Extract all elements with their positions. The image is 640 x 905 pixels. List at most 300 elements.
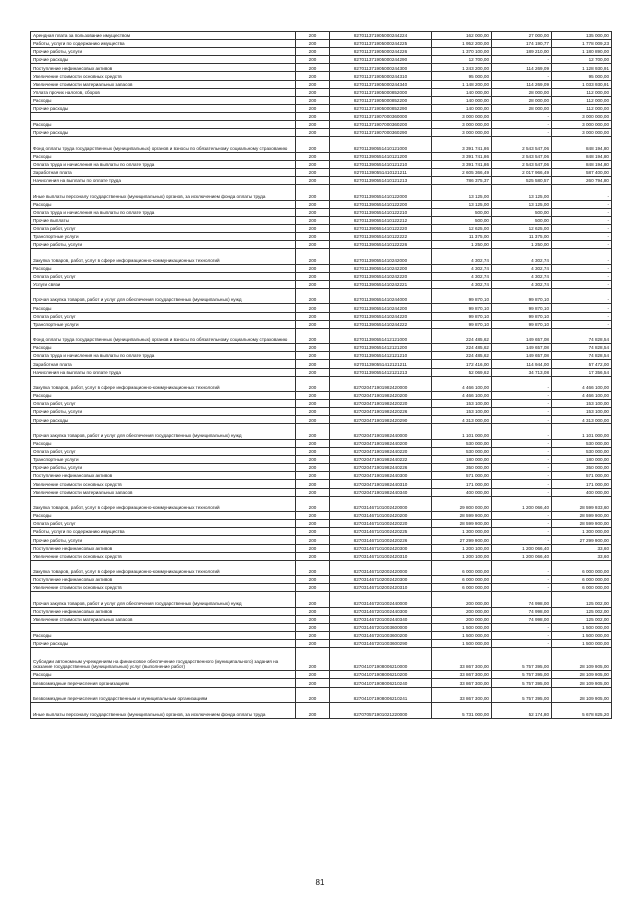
- row-remainder-cell: 28 599 933,60: [552, 496, 612, 512]
- row-executed-cell: 1 250,00: [492, 241, 552, 249]
- row-name-cell: Безвозмездные перечисления государственным и муниципальным организациям: [31, 687, 296, 703]
- row-remainder-cell: 6 000 000,00: [552, 584, 612, 592]
- row-remainder-cell: 1 500 000,00: [552, 632, 612, 640]
- row-kbk-cell: 827031467102002420000: [330, 560, 432, 576]
- row-code-cell: 200: [296, 624, 330, 632]
- table-row: [31, 320, 612, 328]
- row-code-cell: 200: [296, 168, 330, 176]
- row-name-cell: Иные выплаты персоналу государственных (муниципальных) органов, за исключением фонда оплаты труда: [31, 703, 296, 719]
- row-kbk-cell: 827011371905000244300: [330, 64, 432, 72]
- row-approved-cell: 1 500 000,00: [432, 632, 492, 640]
- row-executed-cell: 174 190,77: [492, 40, 552, 48]
- row-kbk-cell: 827031467201003600200: [330, 632, 432, 640]
- row-kbk-cell: 827020471901982440222: [330, 456, 432, 464]
- row-approved-cell: 4 302,74: [432, 280, 492, 288]
- row-name-cell: Прочие работы, услуги: [31, 408, 296, 416]
- row-kbk-cell: 827020471901982440226: [330, 464, 432, 472]
- row-approved-cell: 1 500 000,00: [432, 624, 492, 632]
- row-approved-cell: 1 148 200,00: [432, 80, 492, 88]
- row-code-cell: 200: [296, 439, 330, 447]
- row-kbk-cell: 827031467201003600000: [330, 624, 432, 632]
- row-remainder-cell: 74 828,54: [552, 352, 612, 360]
- row-approved-cell: 4 466 100,00: [432, 392, 492, 400]
- row-approved-cell: 99 870,10: [432, 304, 492, 312]
- row-name-cell: Прочие выплаты: [31, 216, 296, 224]
- table-row: [31, 496, 612, 512]
- row-name-cell: Оплата работ, услуг: [31, 400, 296, 408]
- row-executed-cell: 1 200 066,40: [492, 552, 552, 560]
- row-kbk-cell: 827011371905000244226: [330, 48, 432, 56]
- row-remainder-cell: 5 678 825,20: [552, 703, 612, 719]
- row-remainder-cell: -: [552, 216, 612, 224]
- row-name-cell: Заработная плата: [31, 360, 296, 368]
- row-kbk-cell: 827011390551410121200: [330, 152, 432, 160]
- row-code-cell: 200: [296, 536, 330, 544]
- row-kbk-cell: 827020471901982420290: [330, 416, 432, 424]
- row-executed-cell: -: [492, 472, 552, 480]
- table-row: [31, 177, 612, 185]
- row-approved-cell: 52 069,62: [432, 368, 492, 376]
- row-executed-cell: 12 625,00: [492, 224, 552, 232]
- row-executed-cell: 99 870,10: [492, 288, 552, 304]
- row-approved-cell: 1 500 000,00: [432, 640, 492, 648]
- row-remainder-cell: 1 128 930,91: [552, 64, 612, 72]
- table-row: [31, 121, 612, 129]
- row-kbk-cell: 827011390551412121211: [330, 360, 432, 368]
- row-remainder-cell: -: [552, 185, 612, 201]
- row-name-cell: Прочая закупка товаров, работ и услуг для обеспечения государственных (муниципальных) нужд: [31, 288, 296, 304]
- table-row: [31, 408, 612, 416]
- row-executed-cell: 4 302,74: [492, 280, 552, 288]
- row-name-cell: Расходы: [31, 200, 296, 208]
- row-kbk-cell: 827011371905000852000: [330, 88, 432, 96]
- row-code-cell: 200: [296, 528, 330, 536]
- row-kbk-cell: 827031467101002420225: [330, 528, 432, 536]
- row-executed-cell: 34 713,08: [492, 368, 552, 376]
- row-approved-cell: 200 000,00: [432, 607, 492, 615]
- row-name-cell: Прочие работы, услуги: [31, 241, 296, 249]
- row-approved-cell: 224 485,62: [432, 328, 492, 344]
- row-code-cell: 200: [296, 185, 330, 201]
- table-row: [31, 137, 612, 153]
- row-remainder-cell: 135 000,00: [552, 32, 612, 40]
- table-row: [31, 72, 612, 80]
- budget-execution-table: [30, 31, 612, 719]
- row-executed-cell: -: [492, 392, 552, 400]
- row-code-cell: 200: [296, 121, 330, 129]
- row-code-cell: 200: [296, 40, 330, 48]
- row-remainder-cell: 57 472,00: [552, 360, 612, 368]
- row-remainder-cell: 1 101 000,00: [552, 424, 612, 440]
- row-code-cell: 200: [296, 687, 330, 703]
- row-code-cell: 200: [296, 152, 330, 160]
- row-executed-cell: 5 757 395,00: [492, 648, 552, 671]
- row-executed-cell: 52 174,80: [492, 703, 552, 719]
- row-name-cell: Оплата труда и начисления на выплаты по оплате труда: [31, 208, 296, 216]
- row-executed-cell: -: [492, 640, 552, 648]
- row-name-cell: Увеличение стоимости материальных запасов: [31, 488, 296, 496]
- row-kbk-cell: 827011390551410244200: [330, 304, 432, 312]
- row-code-cell: 200: [296, 512, 330, 520]
- row-kbk-cell: 827011390551412121213: [330, 368, 432, 376]
- table-row: [31, 488, 612, 496]
- row-approved-cell: 500,00: [432, 208, 492, 216]
- row-approved-cell: 11 375,00: [432, 232, 492, 240]
- row-remainder-cell: 33,60: [552, 544, 612, 552]
- row-approved-cell: 13 125,00: [432, 200, 492, 208]
- row-kbk-cell: 827031467101002420220: [330, 520, 432, 528]
- row-kbk-cell: 827011390551410121211: [330, 168, 432, 176]
- row-remainder-cell: 530 000,00: [552, 448, 612, 456]
- row-executed-cell: 74 998,00: [492, 592, 552, 608]
- row-executed-cell: -: [492, 584, 552, 592]
- row-kbk-cell: 827041071908006210200: [330, 671, 432, 679]
- row-approved-cell: 172 416,00: [432, 360, 492, 368]
- row-approved-cell: 171 000,00: [432, 480, 492, 488]
- row-executed-cell: 11 375,00: [492, 232, 552, 240]
- row-remainder-cell: 125 002,00: [552, 615, 612, 623]
- row-code-cell: 200: [296, 137, 330, 153]
- row-remainder-cell: 587 400,00: [552, 168, 612, 176]
- row-code-cell: 200: [296, 288, 330, 304]
- row-code-cell: 200: [296, 496, 330, 512]
- row-remainder-cell: 112 000,00: [552, 104, 612, 112]
- table-row: [31, 264, 612, 272]
- row-name-cell: Оплата труда и начисления на выплаты по оплате труда: [31, 352, 296, 360]
- row-kbk-cell: 827011390551410122000: [330, 185, 432, 201]
- row-remainder-cell: 1 300 000,00: [552, 528, 612, 536]
- row-executed-cell: -: [492, 448, 552, 456]
- row-code-cell: 200: [296, 520, 330, 528]
- row-remainder-cell: -: [552, 200, 612, 208]
- row-remainder-cell: 1 778 009,23: [552, 40, 612, 48]
- row-name-cell: Безвозмездные перечисления организациям: [31, 679, 296, 687]
- row-kbk-cell: 827031467101002420200: [330, 512, 432, 520]
- row-kbk-cell: 827011390551410121000: [330, 137, 432, 153]
- row-approved-cell: 29 800 000,00: [432, 496, 492, 512]
- row-name-cell: Расходы: [31, 392, 296, 400]
- row-name-cell: Субсидии автономным учреждениям на финансовое обеспечение государственного (муниципального) задания на оказание государственных (муниципальных) услуг (выполнение работ): [31, 648, 296, 671]
- row-approved-cell: 3 391 741,86: [432, 160, 492, 168]
- row-remainder-cell: 848 194,80: [552, 137, 612, 153]
- row-approved-cell: 224 485,62: [432, 344, 492, 352]
- table-row: [31, 304, 612, 312]
- row-approved-cell: 13 125,00: [432, 185, 492, 201]
- row-name-cell: Прочая закупка товаров, работ и услуг для обеспечения государственных (муниципальных) нужд: [31, 592, 296, 608]
- table-row: [31, 80, 612, 88]
- row-kbk-cell: 827011390551410122210: [330, 208, 432, 216]
- row-approved-cell: 33 867 300,00: [432, 687, 492, 703]
- row-remainder-cell: 260 794,80: [552, 177, 612, 185]
- row-remainder-cell: 350 000,00: [552, 464, 612, 472]
- row-kbk-cell: 827011390551410242220: [330, 272, 432, 280]
- row-code-cell: 200: [296, 671, 330, 679]
- row-code-cell: 200: [296, 88, 330, 96]
- row-name-cell: Расходы: [31, 344, 296, 352]
- row-executed-cell: 28 000,00: [492, 96, 552, 104]
- table-row: [31, 360, 612, 368]
- row-code-cell: 200: [296, 96, 330, 104]
- row-remainder-cell: 112 000,00: [552, 96, 612, 104]
- row-remainder-cell: 530 000,00: [552, 439, 612, 447]
- table-row: [31, 40, 612, 48]
- row-name-cell: Оплата работ, услуг: [31, 448, 296, 456]
- row-approved-cell: 95 000,00: [432, 72, 492, 80]
- row-remainder-cell: 28 109 905,00: [552, 679, 612, 687]
- row-kbk-cell: 827031467201002440340: [330, 615, 432, 623]
- row-remainder-cell: 28 599 900,00: [552, 520, 612, 528]
- table-row: [31, 464, 612, 472]
- row-kbk-cell: 827020471901982440000: [330, 424, 432, 440]
- row-code-cell: 200: [296, 48, 330, 56]
- table-row: [31, 472, 612, 480]
- row-code-cell: 200: [296, 448, 330, 456]
- row-code-cell: 200: [296, 352, 330, 360]
- row-remainder-cell: 1 500 000,00: [552, 640, 612, 648]
- row-remainder-cell: 6 000 000,00: [552, 560, 612, 576]
- row-remainder-cell: 28 109 905,00: [552, 671, 612, 679]
- table-row: [31, 400, 612, 408]
- row-kbk-cell: 827070571901021220000: [330, 703, 432, 719]
- row-code-cell: 200: [296, 592, 330, 608]
- row-executed-cell: 28 000,00: [492, 88, 552, 96]
- row-executed-cell: -: [492, 416, 552, 424]
- table-row: [31, 328, 612, 344]
- row-executed-cell: -: [492, 439, 552, 447]
- row-code-cell: 200: [296, 552, 330, 560]
- row-code-cell: 200: [296, 408, 330, 416]
- row-executed-cell: -: [492, 408, 552, 416]
- table-row: [31, 368, 612, 376]
- row-kbk-cell: 827020471901982420226: [330, 408, 432, 416]
- row-approved-cell: 6 000 000,00: [432, 584, 492, 592]
- row-executed-cell: -: [492, 400, 552, 408]
- row-approved-cell: 350 000,00: [432, 464, 492, 472]
- row-name-cell: Поступление нефинансовых активов: [31, 576, 296, 584]
- row-remainder-cell: 571 000,00: [552, 472, 612, 480]
- row-executed-cell: 2 543 547,06: [492, 160, 552, 168]
- row-name-cell: Транспортные услуги: [31, 456, 296, 464]
- row-executed-cell: 149 657,08: [492, 344, 552, 352]
- row-remainder-cell: 74 828,54: [552, 344, 612, 352]
- table-row: [31, 32, 612, 40]
- row-code-cell: 200: [296, 104, 330, 112]
- row-kbk-cell: 827011390551410121210: [330, 160, 432, 168]
- row-name-cell: Расходы: [31, 96, 296, 104]
- row-code-cell: 200: [296, 464, 330, 472]
- row-approved-cell: 1 370 100,00: [432, 48, 492, 56]
- row-approved-cell: 28 599 900,00: [432, 520, 492, 528]
- row-name-cell: Работы, услуги по содержанию имущества: [31, 40, 296, 48]
- row-code-cell: 200: [296, 129, 330, 137]
- table-row: [31, 376, 612, 392]
- row-executed-cell: -: [492, 624, 552, 632]
- row-name-cell: Увеличение стоимости материальных запасов: [31, 615, 296, 623]
- row-name-cell: Оплата работ, услуг: [31, 312, 296, 320]
- row-name-cell: Прочие расходы: [31, 129, 296, 137]
- row-executed-cell: 5 757 395,00: [492, 687, 552, 703]
- row-code-cell: 200: [296, 328, 330, 344]
- row-remainder-cell: -: [552, 232, 612, 240]
- row-name-cell: Поступление нефинансовых активов: [31, 607, 296, 615]
- row-approved-cell: 1 101 000,00: [432, 424, 492, 440]
- row-remainder-cell: 4 466 100,00: [552, 392, 612, 400]
- row-kbk-cell: 827011390551410242200: [330, 264, 432, 272]
- row-name-cell: Расходы: [31, 512, 296, 520]
- table-row: [31, 48, 612, 56]
- row-executed-cell: 28 000,00: [492, 104, 552, 112]
- row-name-cell: Поступление нефинансовых активов: [31, 544, 296, 552]
- row-code-cell: 200: [296, 56, 330, 64]
- row-kbk-cell: 827020471901982420000: [330, 376, 432, 392]
- table-row: [31, 416, 612, 424]
- row-kbk-cell: 827011390551412121210: [330, 352, 432, 360]
- row-remainder-cell: 1 180 890,00: [552, 48, 612, 56]
- table-row: [31, 648, 612, 671]
- row-executed-cell: 149 657,08: [492, 352, 552, 360]
- row-code-cell: 200: [296, 216, 330, 224]
- row-name-cell: Начисления на выплаты по оплате труда: [31, 177, 296, 185]
- row-executed-cell: -: [492, 72, 552, 80]
- table-row: [31, 152, 612, 160]
- table-row: [31, 272, 612, 280]
- row-kbk-cell: 827011371905000244340: [330, 80, 432, 88]
- row-remainder-cell: -: [552, 264, 612, 272]
- table-row: [31, 607, 612, 615]
- row-executed-cell: -: [492, 520, 552, 528]
- row-remainder-cell: -: [552, 241, 612, 249]
- row-executed-cell: 2 543 547,06: [492, 137, 552, 153]
- row-executed-cell: -: [492, 480, 552, 488]
- row-code-cell: 200: [296, 232, 330, 240]
- row-name-cell: Транспортные услуги: [31, 232, 296, 240]
- row-code-cell: 200: [296, 249, 330, 265]
- page-number: 81: [315, 878, 325, 887]
- row-name-cell: Оплата работ, услуг: [31, 224, 296, 232]
- table-row: [31, 512, 612, 520]
- row-kbk-cell: 827031467102002420300: [330, 576, 432, 584]
- row-executed-cell: 4 302,74: [492, 272, 552, 280]
- row-executed-cell: 5 757 395,00: [492, 671, 552, 679]
- row-code-cell: 200: [296, 679, 330, 687]
- table-row: [31, 200, 612, 208]
- row-approved-cell: 4 313 000,00: [432, 416, 492, 424]
- row-executed-cell: -: [492, 488, 552, 496]
- row-approved-cell: 4 302,74: [432, 264, 492, 272]
- row-code-cell: 200: [296, 304, 330, 312]
- row-remainder-cell: 3 000 000,00: [552, 112, 612, 120]
- row-approved-cell: 33 867 300,00: [432, 671, 492, 679]
- row-approved-cell: 99 870,10: [432, 320, 492, 328]
- row-kbk-cell: 827041071908006210240: [330, 679, 432, 687]
- row-approved-cell: 27 299 900,00: [432, 536, 492, 544]
- row-approved-cell: 3 391 741,86: [432, 152, 492, 160]
- row-name-cell: Начисления на выплаты по оплате труда: [31, 368, 296, 376]
- row-name-cell: Прочие расходы: [31, 640, 296, 648]
- row-name-cell: Иные выплаты персоналу государственных (муниципальных) органов, за исключением фонда оплаты труда: [31, 185, 296, 201]
- row-approved-cell: 1 243 200,00: [432, 64, 492, 72]
- row-code-cell: 200: [296, 80, 330, 88]
- row-code-cell: 200: [296, 480, 330, 488]
- row-executed-cell: 4 302,74: [492, 264, 552, 272]
- table-row: [31, 456, 612, 464]
- row-remainder-cell: 27 299 900,00: [552, 536, 612, 544]
- table-row: [31, 168, 612, 176]
- row-executed-cell: 99 870,10: [492, 312, 552, 320]
- row-name-cell: Прочие работы, услуги: [31, 464, 296, 472]
- row-approved-cell: 3 391 741,86: [432, 137, 492, 153]
- row-executed-cell: 74 998,00: [492, 607, 552, 615]
- row-kbk-cell: 827011371905000244225: [330, 40, 432, 48]
- table-row: [31, 129, 612, 137]
- row-executed-cell: 114 269,09: [492, 80, 552, 88]
- row-name-cell: [31, 624, 296, 632]
- table-row: [31, 216, 612, 224]
- row-kbk-cell: 827011371905000852290: [330, 104, 432, 112]
- row-executed-cell: 1 200 066,40: [492, 496, 552, 512]
- row-kbk-cell: 827031467201003600290: [330, 640, 432, 648]
- row-kbk-cell: 827011371905000244310: [330, 72, 432, 80]
- table-row: [31, 576, 612, 584]
- row-name-cell: Уплата прочих налогов, сборов: [31, 88, 296, 96]
- table-row: [31, 96, 612, 104]
- row-remainder-cell: 180 000,00: [552, 456, 612, 464]
- table-row: [31, 480, 612, 488]
- row-approved-cell: 2 605 366,49: [432, 168, 492, 176]
- row-code-cell: 200: [296, 648, 330, 671]
- table-row: [31, 392, 612, 400]
- row-approved-cell: 162 000,00: [432, 32, 492, 40]
- row-remainder-cell: 6 000 000,00: [552, 576, 612, 584]
- row-code-cell: 200: [296, 560, 330, 576]
- row-approved-cell: 12 700,00: [432, 56, 492, 64]
- table-row: [31, 112, 612, 120]
- row-kbk-cell: 827020471901982440200: [330, 439, 432, 447]
- row-executed-cell: 13 125,00: [492, 200, 552, 208]
- row-kbk-cell: 827031467102002420310: [330, 584, 432, 592]
- row-kbk-cell: 827011390551410122220: [330, 224, 432, 232]
- row-approved-cell: 5 731 000,00: [432, 703, 492, 719]
- row-approved-cell: 400 000,00: [432, 488, 492, 496]
- row-kbk-cell: 827011390551410122222: [330, 232, 432, 240]
- row-name-cell: Услуги связи: [31, 280, 296, 288]
- row-kbk-cell: 827011390551412121200: [330, 344, 432, 352]
- row-approved-cell: 530 000,00: [432, 448, 492, 456]
- row-code-cell: 200: [296, 632, 330, 640]
- row-executed-cell: 500,00: [492, 208, 552, 216]
- table-row: [31, 592, 612, 608]
- row-kbk-cell: 827011390551412121000: [330, 328, 432, 344]
- row-kbk-cell: 827031467201002440300: [330, 607, 432, 615]
- table-row: [31, 679, 612, 687]
- table-row: [31, 544, 612, 552]
- row-code-cell: 200: [296, 32, 330, 40]
- table-body: [31, 32, 612, 719]
- row-executed-cell: -: [492, 56, 552, 64]
- table-row: [31, 615, 612, 623]
- row-remainder-cell: 171 000,00: [552, 480, 612, 488]
- row-code-cell: 200: [296, 64, 330, 72]
- table-row: [31, 560, 612, 576]
- row-approved-cell: 1 200 100,00: [432, 552, 492, 560]
- row-remainder-cell: -: [552, 224, 612, 232]
- row-code-cell: 200: [296, 200, 330, 208]
- row-executed-cell: 2 017 966,49: [492, 168, 552, 176]
- row-name-cell: Закупка товаров, работ, услуг в сфере информационно-коммуникационных технологий: [31, 249, 296, 265]
- row-name-cell: Увеличение стоимости основных средств: [31, 72, 296, 80]
- row-executed-cell: -: [492, 632, 552, 640]
- row-code-cell: 200: [296, 360, 330, 368]
